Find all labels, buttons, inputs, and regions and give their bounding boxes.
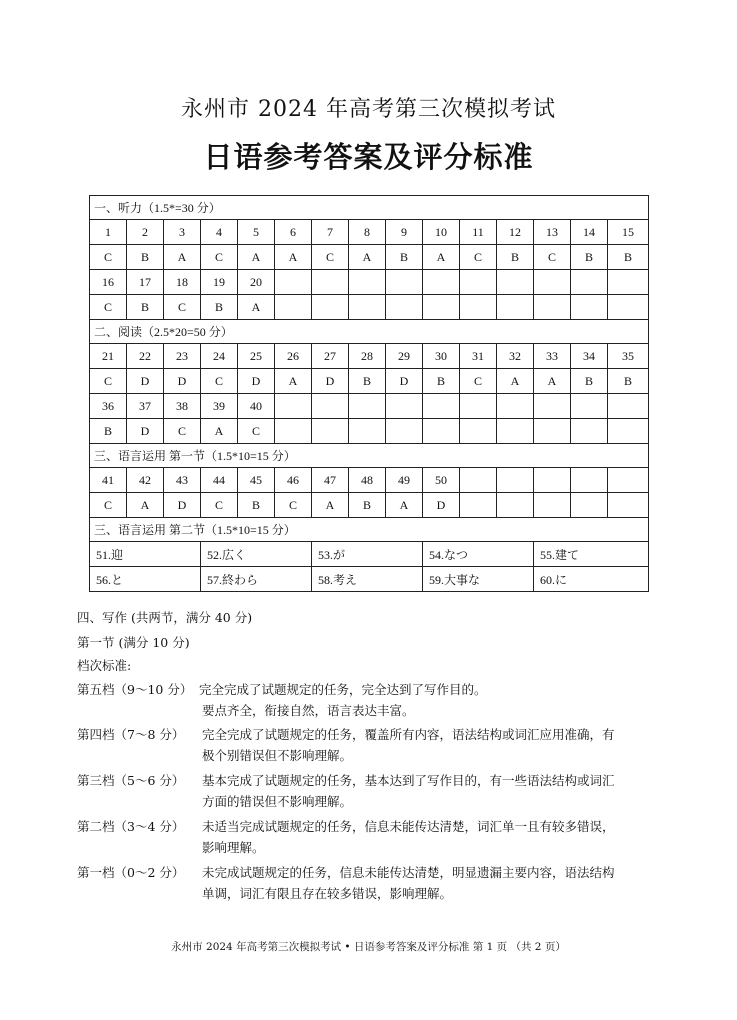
question-number-cell: 18 [164,270,201,295]
question-number-cell [423,394,460,419]
criteria-label: 档次标准: [77,658,132,673]
question-number-cell: 7 [312,220,349,245]
question-number-cell: 13 [534,220,571,245]
answer-cell: C [90,369,127,394]
writing-header: 四、写作 (共两节，满分 40 分) [77,610,253,625]
fill-answer-cell: 52.広く [201,542,312,567]
answer-cell: C [201,369,238,394]
answer-cell: A [201,419,238,444]
question-number-cell [386,394,423,419]
answer-cell [312,295,349,320]
answer-cell [423,419,460,444]
table-row [90,270,649,295]
question-number-cell [571,270,608,295]
answer-cell [386,419,423,444]
level-label: 第四档（7～8 分） [77,727,185,742]
answer-cell [497,493,534,518]
answer-cell: D [386,369,423,394]
table-row [90,567,649,592]
level-description-line: 基本完成了试题规定的任务，基本达到了写作目的，有一些语法结构或词汇 [202,773,615,788]
question-number-cell: 3 [164,220,201,245]
question-number-cell: 20 [238,270,275,295]
level-description-line: 极个别错误但不影响理解。 [202,748,353,763]
answer-cell: B [127,245,164,270]
question-number-cell: 46 [275,468,312,493]
answer-cell: A [423,245,460,270]
question-number-cell: 23 [164,344,201,369]
question-number-cell [275,270,312,295]
answer-cell: C [90,295,127,320]
answer-cell: C [201,493,238,518]
answer-cell: B [90,419,127,444]
answer-cell [534,295,571,320]
answer-cell: D [164,369,201,394]
answer-cell [497,295,534,320]
answer-cell: B [423,369,460,394]
question-number-cell: 35 [608,344,649,369]
table-row [90,245,649,270]
question-number-cell: 40 [238,394,275,419]
question-number-cell: 10 [423,220,460,245]
question-number-cell [460,394,497,419]
answer-cell: A [238,245,275,270]
answer-cell: D [164,493,201,518]
question-number-cell: 47 [312,468,349,493]
answer-cell: B [386,245,423,270]
question-number-cell: 6 [275,220,312,245]
answer-cell [608,419,649,444]
answer-table [89,195,649,592]
answer-cell: B [349,369,386,394]
question-number-cell: 26 [275,344,312,369]
question-number-cell: 14 [571,220,608,245]
answer-cell: A [127,493,164,518]
level-description-line: 未适当完成试题规定的任务，信息未能传达清楚，词汇单一且有较多错误， [202,819,615,834]
answer-cell: B [571,369,608,394]
fill-answer-cell: 53.が [312,542,423,567]
answer-cell [534,419,571,444]
answer-cell: A [534,369,571,394]
table-row [90,468,649,493]
question-number-cell [534,270,571,295]
answer-cell: B [201,295,238,320]
answer-cell: C [312,245,349,270]
answer-cell: C [534,245,571,270]
answer-cell: C [460,245,497,270]
fill-answer-cell: 55.建て [534,542,649,567]
question-number-cell: 5 [238,220,275,245]
answer-cell: D [238,369,275,394]
answer-cell [460,493,497,518]
level-label: 第一档（0～2 分） [77,865,185,880]
answer-cell: A [312,493,349,518]
fill-answer-cell: 57.終わら [201,567,312,592]
level-description-line: 要点齐全，衔接自然，语言表达丰富。 [202,703,415,718]
writing-subheader: 第一节 (满分 10 分) [77,635,190,650]
answer-cell: C [164,295,201,320]
question-number-cell: 25 [238,344,275,369]
fill-answer-cell: 54.なつ [423,542,534,567]
question-number-cell: 28 [349,344,386,369]
answer-cell [349,419,386,444]
answer-cell: D [127,369,164,394]
answer-cell [275,419,312,444]
question-number-cell [275,394,312,419]
exam-title: 永州市 2024 年高考第三次模拟考试 [181,97,556,122]
answer-cell: C [460,369,497,394]
question-number-cell: 21 [90,344,127,369]
question-number-cell: 8 [349,220,386,245]
answer-cell: D [423,493,460,518]
level-description-line: 完全完成了试题规定的任务，覆盖所有内容，语法结构或词汇应用准确，有 [202,727,615,742]
question-number-cell [349,394,386,419]
question-number-cell: 37 [127,394,164,419]
question-number-cell: 32 [497,344,534,369]
question-number-cell: 11 [460,220,497,245]
question-number-cell: 4 [201,220,238,245]
answer-cell: B [571,245,608,270]
question-number-cell: 44 [201,468,238,493]
level-description-line: 影响理解。 [202,840,265,855]
answer-cell: C [201,245,238,270]
question-number-cell [497,468,534,493]
level-description-line: 完全完成了试题规定的任务，完全达到了写作目的。 [199,682,487,697]
level-description-line: 单调，词汇有限且存在较多错误，影响理解。 [202,886,453,901]
question-number-cell: 12 [497,220,534,245]
level-label: 第二档（3～4 分） [77,819,185,834]
question-number-cell [571,468,608,493]
level-description-line: 未完成试题规定的任务，信息未能传达清楚，明显遗漏主要内容，语法结构 [202,865,615,880]
question-number-cell [608,270,649,295]
answer-cell [312,419,349,444]
answer-cell: C [90,245,127,270]
question-number-cell: 24 [201,344,238,369]
answer-cell: A [497,369,534,394]
answer-cell: B [127,295,164,320]
question-number-cell: 19 [201,270,238,295]
document-title: 日语参考答案及评分标准 [203,140,534,174]
table-row [90,493,649,518]
table-row [90,542,649,567]
question-number-cell: 33 [534,344,571,369]
section-header-language-1: 三、语言运用 第一节（1.5*10=15 分） [90,444,649,468]
fill-answer-cell: 59.大事な [423,567,534,592]
question-number-cell [349,270,386,295]
page-footer: 永州市 2024 年高考第三次模拟考试 • 日语参考答案及评分标准 第 1 页 （共 2 页） [171,941,566,953]
answer-cell: A [349,245,386,270]
question-number-cell [423,270,460,295]
question-number-cell: 31 [460,344,497,369]
fill-answer-cell: 51.迎 [90,542,201,567]
question-number-cell [460,468,497,493]
question-number-cell: 45 [238,468,275,493]
answer-cell: A [164,245,201,270]
question-number-cell: 43 [164,468,201,493]
section-header-listening: 一、听力（1.5*=30 分） [90,196,649,220]
table-row [90,394,649,419]
question-number-cell: 9 [386,220,423,245]
question-number-cell: 16 [90,270,127,295]
question-number-cell [460,270,497,295]
answer-cell: B [497,245,534,270]
question-number-cell: 29 [386,344,423,369]
table-row [90,295,649,320]
table-row [90,419,649,444]
answer-cell: A [238,295,275,320]
answer-cell [534,493,571,518]
question-number-cell: 17 [127,270,164,295]
answer-cell: C [90,493,127,518]
answer-cell: A [275,369,312,394]
answer-cell [608,295,649,320]
answer-cell [349,295,386,320]
answer-cell [571,493,608,518]
question-number-cell [608,468,649,493]
answer-cell [460,295,497,320]
answer-cell [571,419,608,444]
question-number-cell: 41 [90,468,127,493]
answer-cell: D [312,369,349,394]
answer-cell [571,295,608,320]
question-number-cell: 22 [127,344,164,369]
answer-cell: A [275,245,312,270]
section-header-reading: 二、阅读（2.5*20=50 分） [90,320,649,344]
question-number-cell: 36 [90,394,127,419]
question-number-cell [534,394,571,419]
table-row [90,369,649,394]
answer-cell: C [275,493,312,518]
answer-cell [497,419,534,444]
question-number-cell: 30 [423,344,460,369]
question-number-cell: 27 [312,344,349,369]
question-number-cell [608,394,649,419]
question-number-cell [312,394,349,419]
question-number-cell: 49 [386,468,423,493]
question-number-cell [571,394,608,419]
answer-cell: B [608,245,649,270]
question-number-cell [497,394,534,419]
answer-cell [386,295,423,320]
table-row [90,220,649,245]
answer-cell [275,295,312,320]
answer-cell: B [608,369,649,394]
question-number-cell: 34 [571,344,608,369]
answer-cell [460,419,497,444]
question-number-cell: 42 [127,468,164,493]
section-header-language-2: 三、语言运用 第二节（1.5*10=15 分） [90,518,649,542]
question-number-cell [312,270,349,295]
fill-answer-cell: 58.考え [312,567,423,592]
answer-cell: D [127,419,164,444]
question-number-cell: 1 [90,220,127,245]
answer-cell: B [349,493,386,518]
question-number-cell [386,270,423,295]
answer-cell: B [238,493,275,518]
question-number-cell: 48 [349,468,386,493]
answer-cell: C [238,419,275,444]
question-number-cell: 38 [164,394,201,419]
table-row [90,344,649,369]
question-number-cell: 50 [423,468,460,493]
answer-cell [608,493,649,518]
question-number-cell: 39 [201,394,238,419]
question-number-cell: 2 [127,220,164,245]
level-label: 第三档（5～6 分） [77,773,185,788]
question-number-cell [497,270,534,295]
fill-answer-cell: 60.に [534,567,649,592]
level-description-line: 方面的错误但不影响理解。 [202,794,353,809]
answer-cell: C [164,419,201,444]
answer-cell [423,295,460,320]
question-number-cell [534,468,571,493]
answer-cell: A [386,493,423,518]
fill-answer-cell: 56.と [90,567,201,592]
level-label: 第五档（9～10 分） [77,682,193,697]
question-number-cell: 15 [608,220,649,245]
